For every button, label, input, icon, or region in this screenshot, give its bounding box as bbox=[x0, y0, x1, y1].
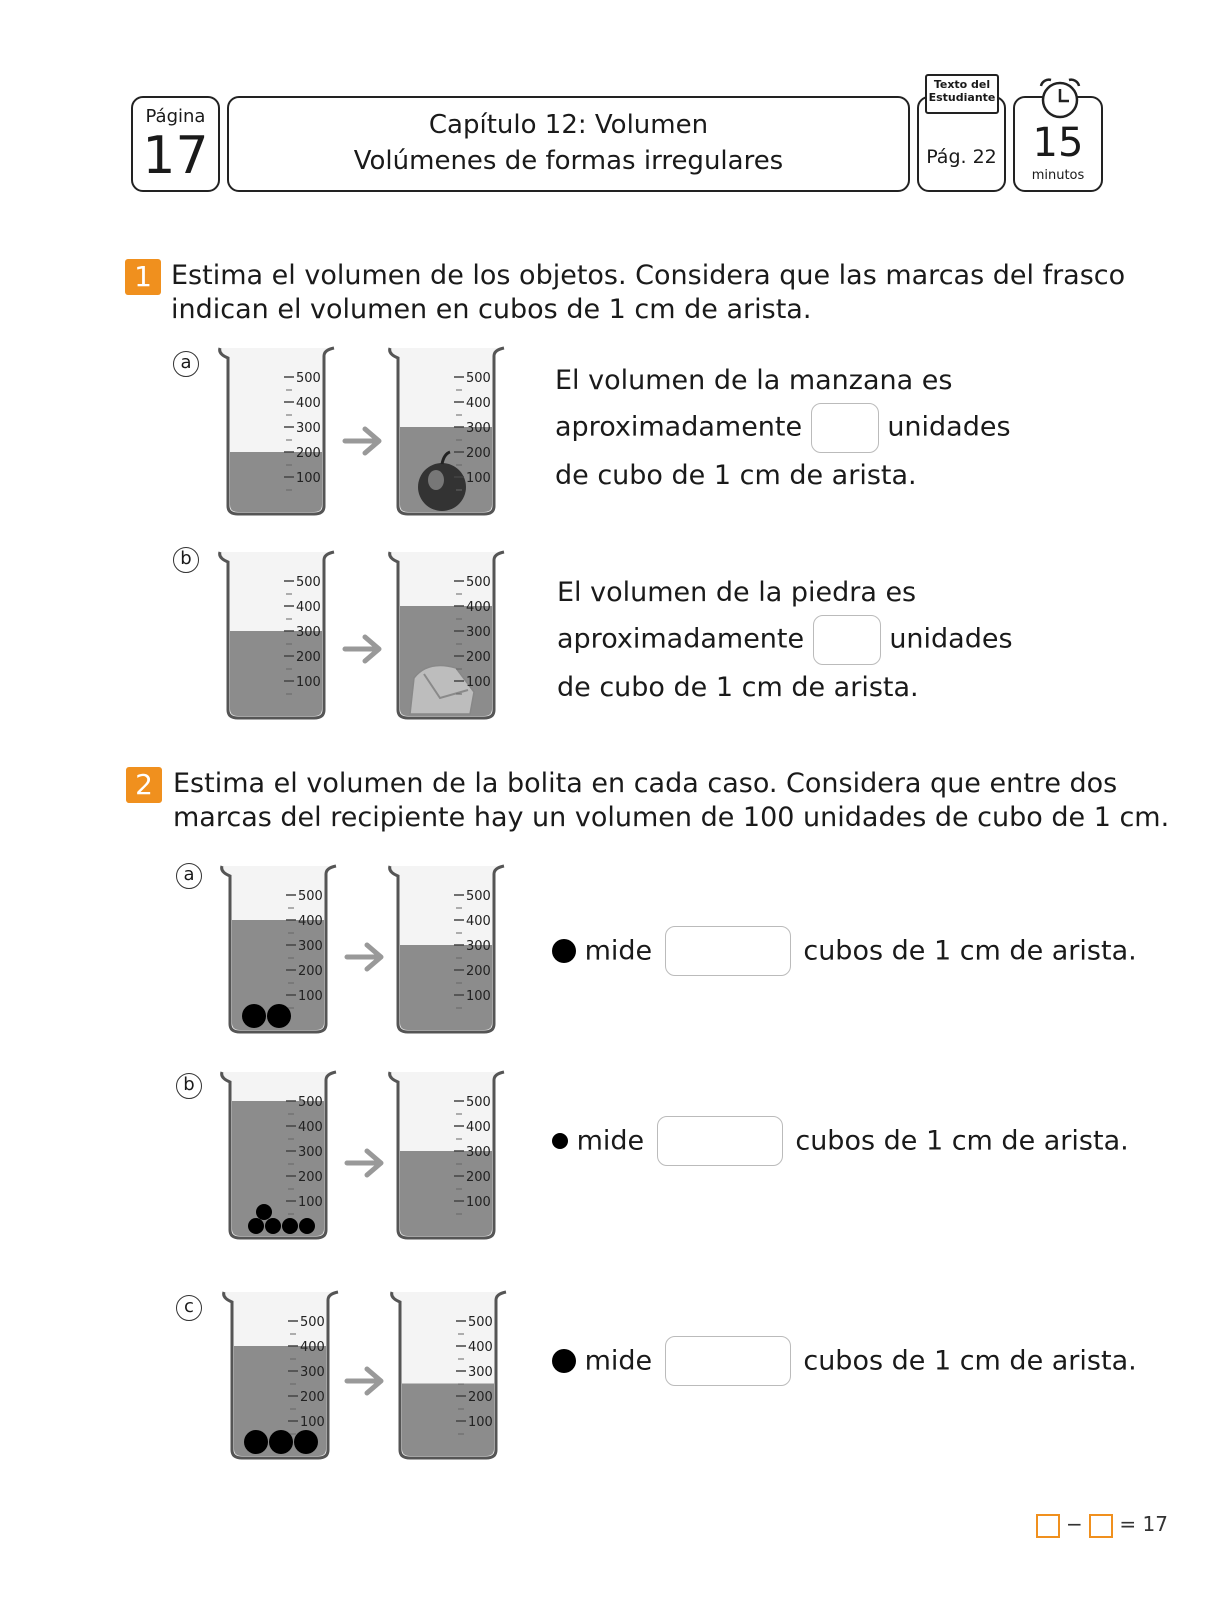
tick-label: 400 bbox=[300, 1340, 325, 1355]
tick-label: 100 bbox=[466, 1195, 491, 1210]
tick-label: 500 bbox=[298, 889, 323, 904]
tick-label: 200 bbox=[300, 1390, 325, 1405]
answer-1a-line2-post: unidades bbox=[887, 411, 1011, 443]
arrow-1b bbox=[341, 632, 385, 670]
answer-1b-line3: de cubo de 1 cm de arista. bbox=[557, 672, 919, 703]
textbook-page: Pág. 22 bbox=[926, 146, 997, 168]
beaker-1a-after bbox=[384, 344, 508, 524]
beaker-graphic bbox=[384, 548, 508, 728]
tick-label: 200 bbox=[296, 650, 321, 665]
tick-label: 400 bbox=[298, 914, 323, 929]
tick-label: 400 bbox=[468, 1340, 493, 1355]
beaker-graphic bbox=[216, 862, 340, 1042]
ball bbox=[294, 1430, 318, 1454]
tick-label: 400 bbox=[298, 1120, 323, 1135]
chapter-title-box bbox=[227, 96, 910, 192]
ball bbox=[242, 1004, 266, 1028]
tick-label: 200 bbox=[298, 964, 323, 979]
answer-2c-mide: mide bbox=[584, 1345, 653, 1377]
tick-label: 300 bbox=[466, 625, 491, 640]
tick-label: 300 bbox=[300, 1365, 325, 1380]
answer-2b bbox=[552, 1116, 1129, 1166]
tick-label: 300 bbox=[468, 1365, 493, 1380]
tick-label: 300 bbox=[298, 1145, 323, 1160]
question-2-text-line2: marcas del recipiente hay un volumen de 100 unidades de cubo de 1 cm. bbox=[173, 802, 1170, 833]
answer-2b-mide: mide bbox=[576, 1125, 645, 1157]
arrow-2b bbox=[343, 1146, 387, 1184]
arrow-2a bbox=[343, 940, 387, 978]
tick-label: 100 bbox=[466, 989, 491, 1004]
answer-1b-line2-post: unidades bbox=[889, 623, 1013, 655]
tick-label: 500 bbox=[298, 1095, 323, 1110]
answer-1a-line2-pre: aproximadamente bbox=[555, 411, 803, 443]
time-box bbox=[1013, 96, 1103, 192]
subitem-label-2b: b bbox=[176, 1073, 202, 1099]
ball bbox=[269, 1430, 293, 1454]
footer-equals: = bbox=[1119, 1512, 1137, 1536]
tick-label: 300 bbox=[466, 1145, 491, 1160]
arrow-1a bbox=[341, 424, 385, 462]
ball-icon-small bbox=[552, 1133, 568, 1149]
beaker-1a-before bbox=[214, 344, 338, 524]
question-1-text bbox=[171, 259, 1125, 327]
tick-label: 100 bbox=[298, 989, 323, 1004]
chapter-title: Capítulo 12: Volumen bbox=[428, 110, 709, 140]
tick-label: 200 bbox=[466, 446, 491, 461]
tick-label: 100 bbox=[468, 1415, 493, 1430]
book-label-line1: Texto del bbox=[933, 78, 991, 91]
ball bbox=[256, 1204, 272, 1220]
tick-label: 500 bbox=[468, 1315, 493, 1330]
arrow-right-icon bbox=[343, 1146, 387, 1180]
answer-2c-input[interactable] bbox=[665, 1336, 791, 1386]
beaker-2a-after bbox=[384, 862, 508, 1042]
subitem-label-2c: c bbox=[176, 1295, 202, 1321]
tick-label: 400 bbox=[466, 1120, 491, 1135]
tick-label: 300 bbox=[296, 625, 321, 640]
answer-2a bbox=[552, 926, 1137, 976]
ball-icon-large bbox=[552, 939, 576, 963]
answer-1a-line1: El volumen de la manzana es bbox=[555, 365, 953, 396]
tick-label: 100 bbox=[298, 1195, 323, 1210]
tick-label: 100 bbox=[296, 471, 321, 486]
beaker-graphic bbox=[216, 1068, 340, 1248]
answer-2b-suffix: cubos de 1 cm de arista. bbox=[795, 1125, 1129, 1157]
page-number-box bbox=[131, 96, 220, 192]
tick-label: 100 bbox=[296, 675, 321, 690]
beaker-2b-before bbox=[216, 1068, 340, 1248]
alarm-clock-icon bbox=[1035, 76, 1085, 120]
answer-1b-line2-pre: aproximadamente bbox=[557, 623, 805, 655]
answer-2c-suffix: cubos de 1 cm de arista. bbox=[803, 1345, 1137, 1377]
subitem-label-1b: b bbox=[173, 547, 199, 573]
beaker-2c-before bbox=[218, 1288, 342, 1468]
tick-label: 200 bbox=[466, 1170, 491, 1185]
answer-2c bbox=[552, 1336, 1137, 1386]
liquid bbox=[400, 1151, 492, 1236]
arrow-right-icon bbox=[341, 424, 385, 458]
subitem-label-2a: a bbox=[176, 863, 202, 889]
tick-label: 400 bbox=[296, 396, 321, 411]
tick-label: 300 bbox=[466, 421, 491, 436]
answer-1a bbox=[555, 358, 1011, 498]
tick-label: 500 bbox=[466, 889, 491, 904]
tick-label: 500 bbox=[296, 575, 321, 590]
beaker-2b-after bbox=[384, 1068, 508, 1248]
tick-label: 300 bbox=[296, 421, 321, 436]
answer-2a-input[interactable] bbox=[665, 926, 791, 976]
page-label: Página bbox=[145, 106, 206, 127]
arrow-right-icon bbox=[343, 1364, 387, 1398]
answer-2b-input[interactable] bbox=[657, 1116, 783, 1166]
footer-number: 17 bbox=[1142, 1512, 1168, 1536]
liquid bbox=[400, 945, 492, 1030]
footer-minus: − bbox=[1065, 1512, 1083, 1536]
textbook-reference-box bbox=[917, 78, 1006, 192]
tick-label: 100 bbox=[300, 1415, 325, 1430]
answer-2a-mide: mide bbox=[584, 935, 653, 967]
tick-label: 200 bbox=[468, 1390, 493, 1405]
answer-1b bbox=[557, 570, 1013, 710]
question-2-text-line1: Estima el volumen de la bolita en cada caso. Considera que entre dos bbox=[173, 768, 1118, 799]
tick-label: 400 bbox=[466, 914, 491, 929]
beaker-graphic bbox=[384, 1068, 508, 1248]
tick-label: 300 bbox=[466, 939, 491, 954]
book-icon bbox=[925, 74, 999, 114]
beaker-graphic bbox=[386, 1288, 510, 1468]
tick-label: 100 bbox=[466, 675, 491, 690]
ball bbox=[267, 1004, 291, 1028]
answer-1a-line3: de cubo de 1 cm de arista. bbox=[555, 460, 917, 491]
tick-label: 500 bbox=[466, 371, 491, 386]
arrow-right-icon bbox=[341, 632, 385, 666]
beaker-2c-after bbox=[386, 1288, 510, 1468]
question-2-text bbox=[173, 767, 1169, 835]
arrow-2c bbox=[343, 1364, 387, 1402]
beaker-2a-before bbox=[216, 862, 340, 1042]
answer-1b-input[interactable] bbox=[813, 615, 881, 665]
beaker-1b-before bbox=[214, 548, 338, 728]
beaker-1b-after bbox=[384, 548, 508, 728]
footer-subtraction bbox=[1036, 1512, 1168, 1538]
liquid bbox=[230, 631, 322, 716]
time-unit: minutos bbox=[1031, 168, 1085, 183]
footer-box-1 bbox=[1036, 1514, 1060, 1538]
tick-label: 200 bbox=[296, 446, 321, 461]
tick-label: 300 bbox=[298, 939, 323, 954]
tick-label: 500 bbox=[466, 1095, 491, 1110]
tick-label: 500 bbox=[296, 371, 321, 386]
chapter-subtitle: Volúmenes de formas irregulares bbox=[353, 146, 784, 176]
question-1-text-line2: indican el volumen en cubos de 1 cm de arista. bbox=[171, 294, 812, 325]
ball-icon-large bbox=[552, 1349, 576, 1373]
answer-1b-line1: El volumen de la piedra es bbox=[557, 577, 917, 608]
ball bbox=[248, 1218, 264, 1234]
beaker-graphic bbox=[384, 862, 508, 1042]
tick-label: 400 bbox=[296, 600, 321, 615]
footer-box-2 bbox=[1089, 1514, 1113, 1538]
ball bbox=[299, 1218, 315, 1234]
time-value: 15 bbox=[1032, 120, 1084, 166]
tick-label: 200 bbox=[466, 964, 491, 979]
balls-group bbox=[244, 1430, 318, 1454]
tick-label: 500 bbox=[300, 1315, 325, 1330]
book-label-line2: Estudiante bbox=[928, 91, 996, 104]
tick-label: 200 bbox=[298, 1170, 323, 1185]
subitem-label-1a: a bbox=[173, 351, 199, 377]
ball bbox=[282, 1218, 298, 1234]
tick-label: 100 bbox=[466, 471, 491, 486]
tick-label: 400 bbox=[466, 396, 491, 411]
arrow-right-icon bbox=[343, 940, 387, 974]
question-1-number: 1 bbox=[125, 259, 161, 295]
ball bbox=[265, 1218, 281, 1234]
page-number: 17 bbox=[142, 126, 209, 186]
tick-label: 200 bbox=[466, 650, 491, 665]
tick-label: 500 bbox=[466, 575, 491, 590]
question-2-number: 2 bbox=[126, 767, 162, 803]
beaker-graphic bbox=[384, 344, 508, 524]
tick-label: 400 bbox=[466, 600, 491, 615]
beaker-graphic bbox=[214, 548, 338, 728]
beaker-graphic bbox=[218, 1288, 342, 1468]
question-1-text-line1: Estima el volumen de los objetos. Considera que las marcas del frasco bbox=[171, 260, 1126, 291]
ball bbox=[244, 1430, 268, 1454]
answer-2a-suffix: cubos de 1 cm de arista. bbox=[803, 935, 1137, 967]
answer-1a-input[interactable] bbox=[811, 403, 879, 453]
beaker-graphic bbox=[214, 344, 338, 524]
